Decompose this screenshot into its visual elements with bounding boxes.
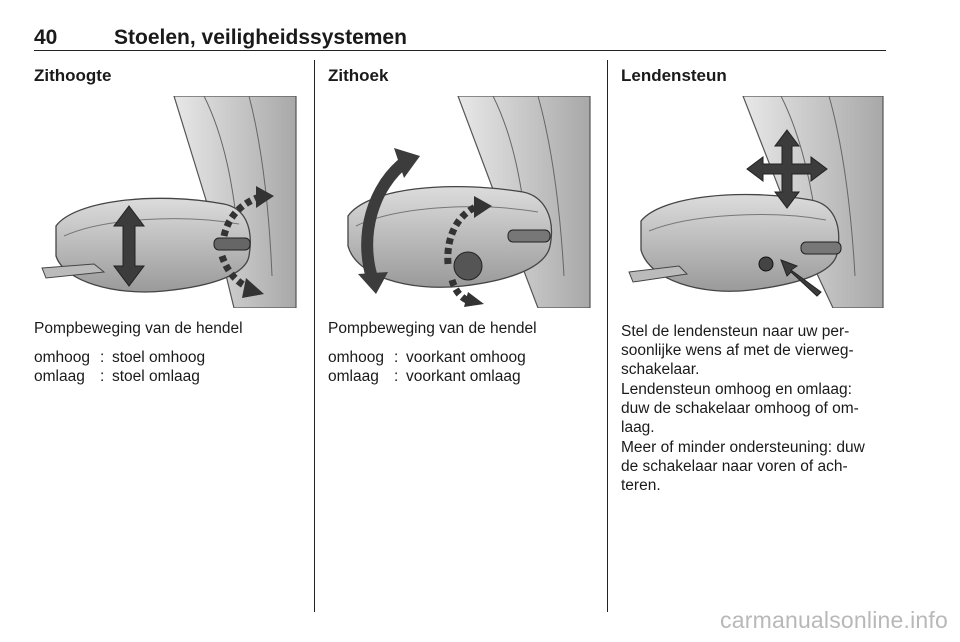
definition-separator: : [394, 349, 399, 366]
figure-caption: Pompbeweging van de hendel [34, 320, 243, 337]
page-number: 40 [34, 26, 58, 49]
definition-row [34, 348, 205, 367]
definition-desc: voorkant omlaag [406, 368, 521, 385]
definition-separator: : [394, 368, 399, 385]
column-divider [314, 60, 315, 612]
definition-term: omhoog [34, 349, 91, 366]
definition-list [34, 348, 205, 386]
definition-row [328, 367, 526, 386]
definition-term: omlaag [328, 368, 379, 385]
section-heading: Zithoogte [34, 66, 112, 85]
definition-desc: voorkant omhoog [406, 349, 526, 366]
figure-caption: Pompbeweging van de hendel [328, 320, 537, 337]
watermark: carmanualsonline.info [720, 607, 948, 633]
definition-desc: stoel omhoog [112, 349, 206, 366]
page-header [34, 24, 886, 51]
definition-term: omlaag [34, 368, 85, 385]
definition-desc: stoel omlaag [112, 368, 200, 385]
section-heading: Zithoek [328, 66, 389, 85]
lumbar-support-illustration [621, 96, 885, 308]
definition-separator: : [100, 368, 105, 385]
paragraph: Stel de lendensteun naar uw per- soonlijke wens af met de vierweg- schakelaar. [621, 323, 854, 378]
seat-height-illustration [34, 96, 298, 308]
section-heading: Lendensteun [621, 66, 727, 85]
definition-list [328, 348, 526, 386]
definition-row [34, 367, 205, 386]
seat-tilt-illustration [328, 96, 592, 308]
paragraph: Meer of minder ondersteuning: duw de schakelaar naar voren of ach- teren. [621, 439, 865, 494]
definition-term: omhoog [328, 349, 385, 366]
definition-row [328, 348, 526, 367]
paragraph: Lendensteun omhoog en omlaag: duw de schakelaar omhoog of om- laag. [621, 381, 859, 436]
chapter-title: Stoelen, veiligheidssystemen [114, 26, 407, 49]
definition-separator: : [100, 349, 105, 366]
column-divider [607, 60, 608, 612]
